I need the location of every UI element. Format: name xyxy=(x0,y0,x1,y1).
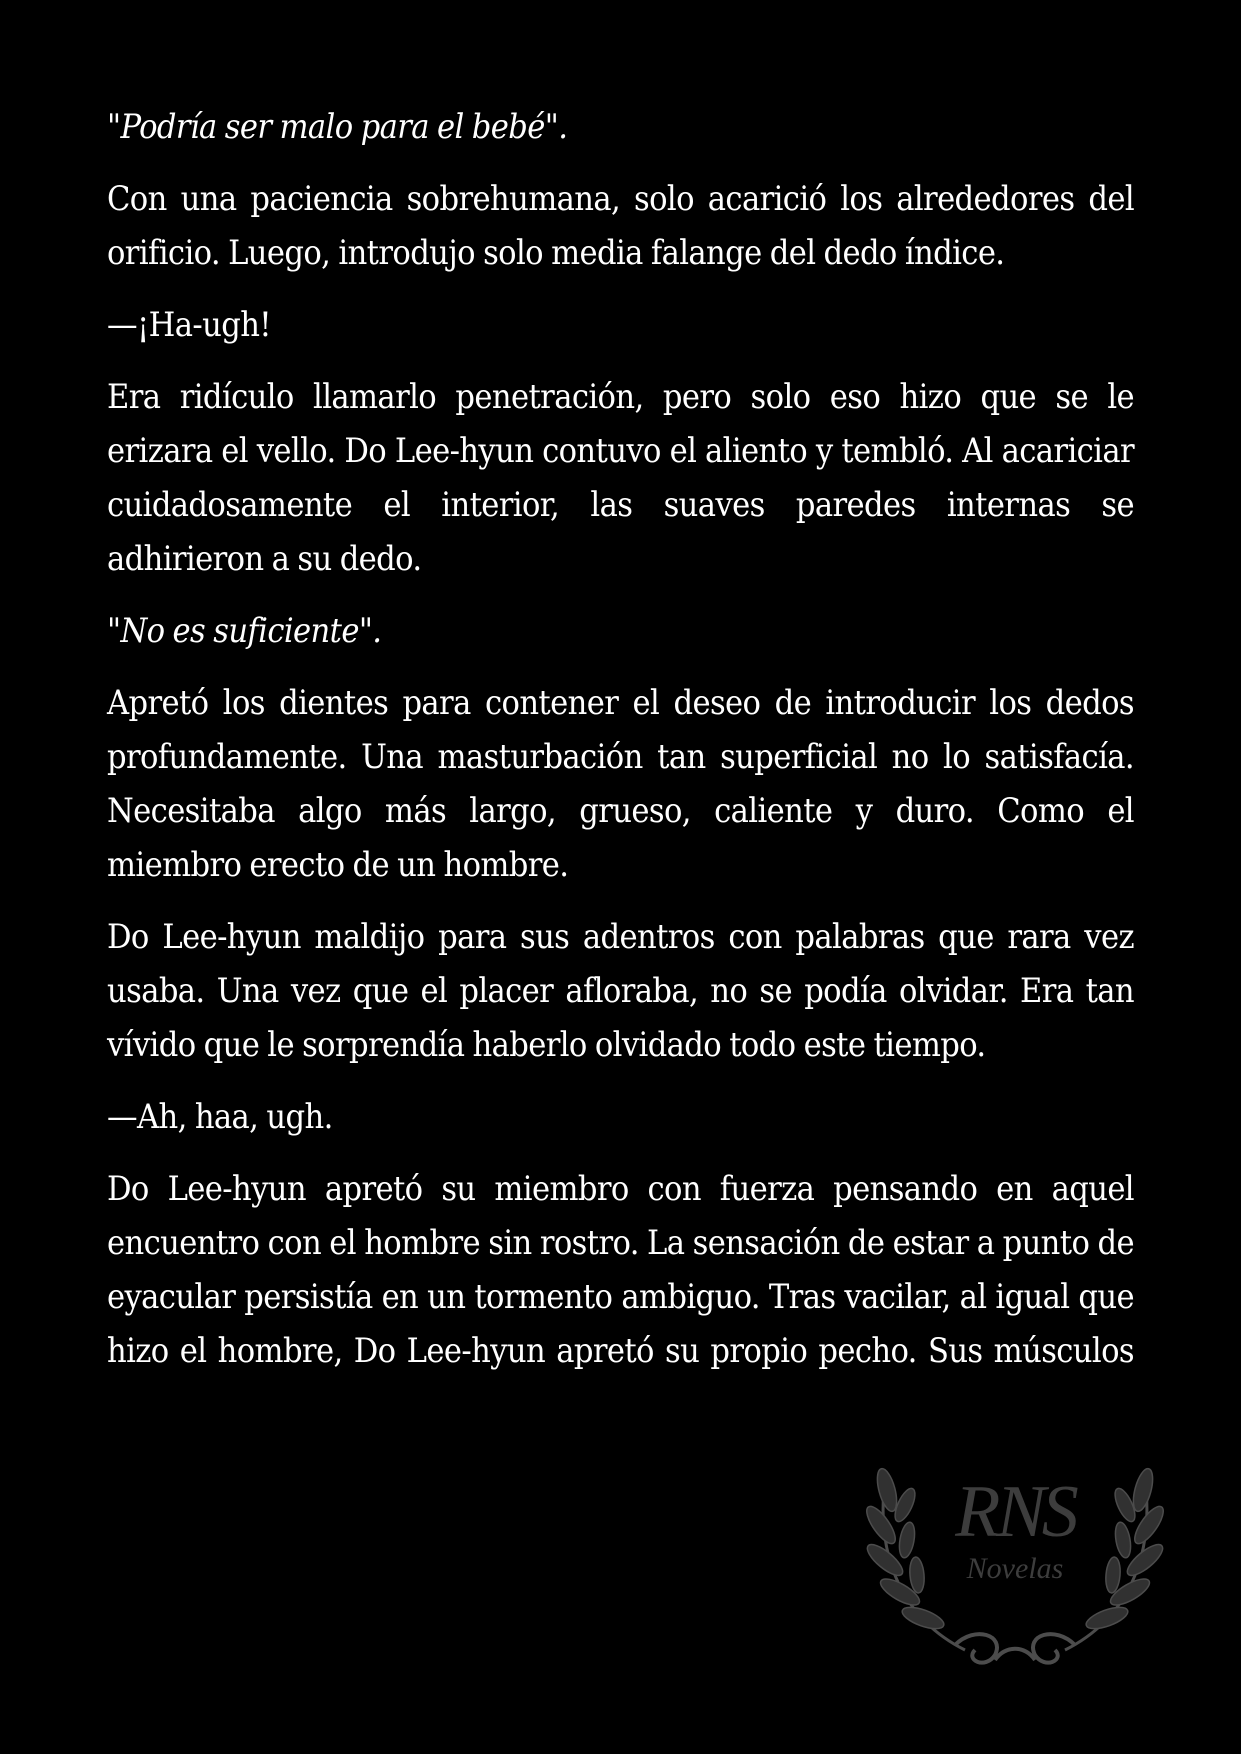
laurel-wreath-icon xyxy=(845,1420,1185,1680)
paragraph-thought-1: "Podría ser malo para el bebé". xyxy=(107,107,568,147)
watermark xyxy=(845,1420,1185,1680)
watermark-logo: RNS xyxy=(955,1471,1075,1553)
paragraph-dialogue-1: —¡Ha-ugh! xyxy=(107,305,271,345)
paragraph-thought-2: "No es suficiente". xyxy=(107,611,382,651)
document-page xyxy=(107,100,1134,1396)
paragraph-5-continued: Do Lee-hyun apretó su miembro con fuerza pensando en aquel encuentro con el hombre sin rostro. La sensación de estar a punto de eyacular persistía en un tormento ambiguo. Tras vacilar, al igual que hizo el hombre, Do Lee-hyun apretó su propio pecho. Sus músculos xyxy=(107,1169,1134,1371)
paragraph-1: Con una paciencia sobrehumana, solo acarició los alrededores del orificio. Luego, introdujo solo media falange del dedo índice. xyxy=(107,179,1134,273)
paragraph-4: Do Lee-hyun maldijo para sus adentros con palabras que rara vez usaba. Una vez que el placer afloraba, no se podía olvidar. Era tan vívido que le sorprendía haberlo olvidado todo este tiempo. xyxy=(107,917,1134,1065)
watermark-subtitle: Novelas xyxy=(966,1552,1064,1585)
paragraph-dialogue-2: —Ah, haa, ugh. xyxy=(107,1097,333,1137)
paragraph-2: Era ridículo llamarlo penetración, pero solo eso hizo que se le erizara el vello. Do Lee-hyun contuvo el aliento y tembló. Al acariciar cuidadosamente el interior, las suaves paredes internas se adhirieron a su dedo. xyxy=(107,377,1134,579)
paragraph-3: Apretó los dientes para contener el deseo de introducir los dedos profundamente. Una masturbación tan superficial no lo satisfacía. Necesitaba algo más largo, grueso, caliente y duro. Como el miembro erecto de un hombre. xyxy=(107,683,1134,885)
